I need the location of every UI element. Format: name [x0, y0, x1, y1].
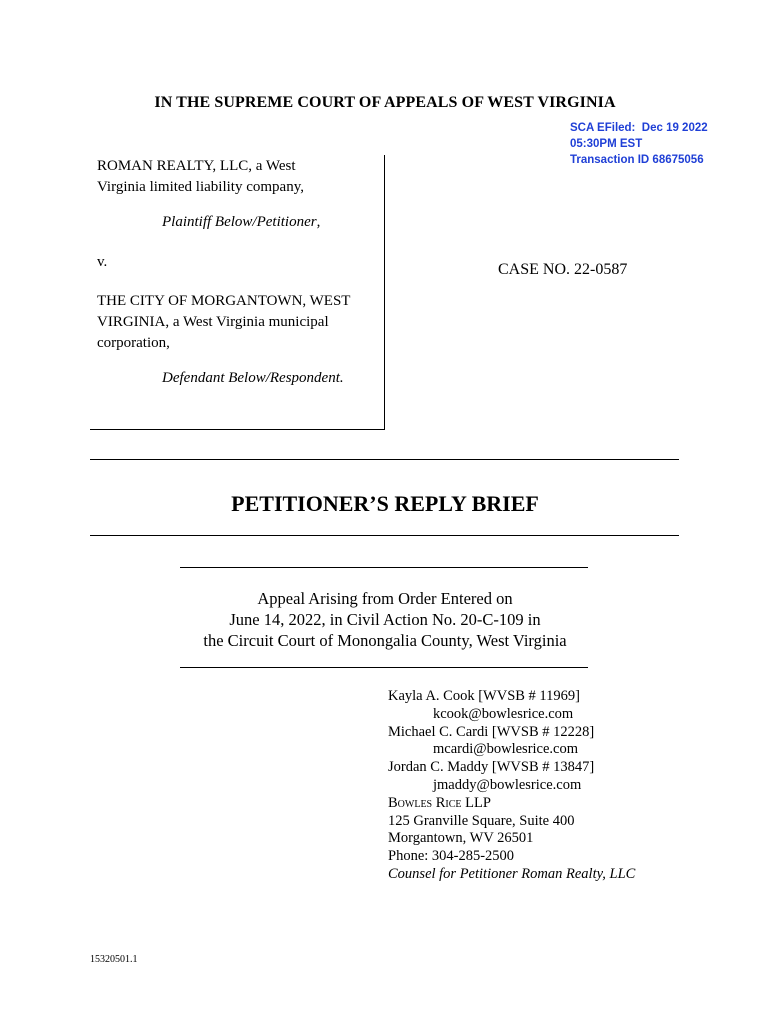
attorney-1-email: kcook@bowlesrice.com	[433, 705, 574, 722]
plaintiff-role-text: Plaintiff Below/Petitioner	[162, 214, 317, 230]
defendant-name: THE CITY OF MORGANTOWN, WEST	[97, 293, 351, 309]
appeal-line-3: the Circuit Court of Monongalia County, West Virginia	[203, 631, 567, 650]
law-firm-suffix: LLP	[465, 794, 491, 811]
versus: v.	[97, 254, 108, 270]
attorney-3-email: jmaddy@bowlesrice.com	[433, 776, 582, 793]
court-title: IN THE SUPREME COURT OF APPEALS OF WEST VIRGINIA	[154, 94, 616, 111]
plaintiff-description: Virginia limited liability company,	[97, 179, 304, 195]
firm-phone: Phone: 304-285-2500	[388, 848, 515, 865]
defendant-description-cont: corporation,	[97, 335, 170, 351]
defendant-role: Defendant Below/Respondent.	[162, 370, 344, 386]
title-rule-bottom	[90, 535, 679, 536]
counsel-block	[388, 688, 635, 884]
plaintiff-role-punct: ,	[316, 214, 321, 230]
defendant-description: VIRGINIA, a West Virginia municipal	[97, 314, 329, 330]
defendant-party	[97, 291, 350, 354]
law-firm-name: Bowles Rice	[388, 794, 462, 811]
appeal-description	[0, 588, 770, 651]
attorney-3: Jordan C. Maddy [WVSB # 13847]	[388, 759, 595, 776]
efile-time: 05:30PM EST	[570, 138, 643, 150]
brief-title: PETITIONER’S REPLY BRIEF	[231, 491, 539, 516]
case-number: CASE NO. 22-0587	[498, 261, 628, 278]
attorney-1: Kayla A. Cook [WVSB # 11969]	[388, 688, 580, 704]
efile-stamp	[570, 120, 708, 168]
appeal-rule-bottom	[180, 667, 588, 668]
firm-address-1: 125 Granville Square, Suite 400	[388, 812, 575, 829]
efile-transaction-id: Transaction ID 68675056	[570, 154, 704, 166]
firm-address-2: Morgantown, WV 26501	[388, 830, 534, 847]
law-firm	[388, 795, 635, 813]
appeal-rule-top	[180, 567, 588, 568]
title-rule-top	[90, 459, 679, 460]
plaintiff-role	[162, 214, 320, 231]
appeal-line-2: June 14, 2022, in Civil Action No. 20-C-109 in	[229, 610, 541, 629]
plaintiff-name: ROMAN REALTY, LLC, a West	[97, 158, 296, 174]
attorney-2-email: mcardi@bowlesrice.com	[433, 741, 579, 758]
counsel-role: Counsel for Petitioner Roman Realty, LLC	[388, 865, 636, 882]
document-id: 15320501.1	[90, 954, 138, 965]
appeal-line-1: Appeal Arising from Order Entered on	[257, 589, 513, 608]
efile-date: SCA EFiled: Dec 19 2022	[570, 122, 708, 134]
plaintiff-party	[97, 156, 304, 198]
attorney-2: Michael C. Cardi [WVSB # 12228]	[388, 723, 595, 740]
